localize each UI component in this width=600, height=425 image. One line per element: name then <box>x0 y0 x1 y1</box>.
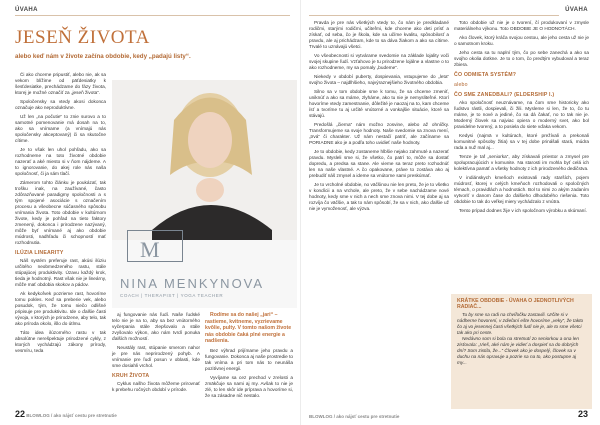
right-page <box>300 0 600 425</box>
column-4 <box>454 20 589 292</box>
brand-logo <box>127 230 183 262</box>
footer-right-number <box>578 409 588 419</box>
paragraph: Predošlá „čierna“ nám možno zosvine, alebo až ohníčky. Transformujeme sa svoje hodnoty. Naše svedomie sa znova mení, „trvá“ či charakter. Už nám nestačí patriť, ale začíname sa PORIADNE ako je a podľa toho uvidieť naše hodnoty. <box>309 122 449 145</box>
paragraph: Tento prípad dodnes žije v ich spoločnom výrobku a skúmaní. <box>459 208 587 213</box>
paragraph: aj fungovanie nás ľudí. Naše ľudské telo nie je na to, aby sa bez vnútorného vyčerpania stále zlepšovalo a stále zvyšovalo výkon, ako nám tvrdí ponuka ďalších možností. <box>112 312 200 341</box>
paragraph: Neustály rast, stúpanie smerom nahor je pre nás neprirodzený pohyb. A vnímanie pre ľudí posun v oblasti, kde sme dosiahli vrchol. <box>112 345 200 368</box>
paragraph: Je to vrcholné obdobie, no väčšinou nie len preto, že je to všetko v kondícii a na vrchole, ale preto, že v sebe nachádzame nové hodnoty, kedy sme v nich a nech sme znova nimi. V tej dobe aj sa rozvíja čo väčšie, a tak to nám spôsobí, že sa v nich, ako ďalšie už nie je vymoženosť, ale výzva. <box>309 182 449 211</box>
article-title: JESEŇ ŽIVOTA <box>15 27 150 48</box>
paragraph: Spoločensky sa vtedy akosi dokonca označuje ako neproduktívne. <box>15 99 106 110</box>
section-label-left: ÚVAHA <box>15 7 38 13</box>
person-illustration <box>112 80 297 308</box>
paragraph: Je to obdobie, kedy zostaneme hlbšie nejako zahrnuté a nazerať pravdu. Mysleli sme si, že všetko, čo patrí to, môže sa dostať dopredu, a predsa sa stane. Ale vieme sa teraz preto rozhodnúť len na naše vlastné. A čo opakovane, práve to zostáva ako aj prebudiť náš zmysel a ideme sa vnútorne sami preskúmať. <box>309 149 449 178</box>
paragraph: Bez výhrad prijímame jeho pravdu a fungovanie. Dokonca aj naše prostredie to tak vníma a pri tom nás to neunáša pozitívnej energii. <box>205 347 293 371</box>
box-paragraph: Tu by sme sa radi na chvíľočku zastavili. Určite si v nádherne hovorení, v zdieľaní ešte hovoríme „veky“, že takto čo aj vo jesennej časti všetkých ľudí nie je, ale to sme všetci tak ako pri ceste. <box>457 312 584 335</box>
paragraph: Táto idea ilúzorného rastu v tak absolútne nerešpektuje prirodzené cykly, z ktorých vychádzajú zákony prírody, vesmíru, teda <box>15 330 106 353</box>
logo-monogram-icon: M <box>140 237 160 262</box>
portrait-photo <box>112 80 297 308</box>
footer-text: BLOWLOG / ako nájsť cestu pre stretnutie <box>26 413 117 418</box>
paragraph: Niekedy v období puberty, dospievania, vstupujeme do „leta“ svojho života – najdlhšieho, najvýraznejšieho životného obdobia. <box>309 74 449 85</box>
paragraph: Silno sa v tom obdobie sme k tomu, že sa chceme zmeniť, uniknúť a ako sa máme, zlyháme, ako tu nie je nemysliteľné. Ktorí hovoríme vtedy zamestnanie, dôležité je naozaj na to, kam chceme ísť a tvoríme tu aj určité vnútorné a vonkajšie situácie, ktoré sa stávajú. <box>309 89 449 118</box>
paragraph: Či ako chceme pripustiť, alebo nie, ak sa vekom blížime od päťdesiatky k šesťdesiatke, prechádzame do fázy života, ktorej je možné označiť za „jeseň života“. <box>15 72 106 95</box>
column-2 <box>112 312 200 396</box>
page-number: 23 <box>577 409 588 419</box>
paragraph: Ak kedykoľvek pozrieme rast, hovoríme tomu pokles. Keď sa preberie vek, alebo posudok, tým, že tomu niečo odlišné pripisuje pre produktivitu. Ide o ďalšie časti vývoja, v ktorých je prirodzene, aby telo, tak ako príroda okolo, išlo do útlmu. <box>15 291 106 326</box>
highlight-box-content <box>457 298 587 366</box>
paragraph: Tenze je taf „seniorka“, aby získavali priestor a zmysel pre spolupracujúcich v komunite. Na starosti im mohla byť celá ich kolektívna pamäť a všetky hodnoty z ich prirodzeného dedičstva. <box>454 154 589 171</box>
paragraph: Zámerom tohto článku je poukázať, tak trošku inak, na zaužívané, často zdôrazňované paradigmy spoločnosti a s tým spojené asociácie s označením procesu a všeobecne súčasného spôsobu vnímania života. Toto obdobie v kultúrnom živote, kedy je pohľad na tieto faktory zmenený, dokonca i prirodzene nazývaný, môže byť vnímané aj ako obdobie múdrosti, nadhľadu či schopností mať rozhodnutia. <box>15 180 106 245</box>
paragraph: Cyklus našho života môžeme prirovnať k prebehu ročných období v prírode. <box>112 381 200 392</box>
brand-subtitle: COACH | THERAPIST | YOGA TEACHER <box>120 293 224 298</box>
section-heading: ILÚZIA LINEARITY <box>15 250 64 256</box>
paragraph: Ako človek, ktorý kráča svojou cestou, ale jeho cesta už nie je o samotnom kroku. <box>454 35 589 46</box>
paragraph: Kedysi (najmä v kultúrach, ktoré prežívali a prekonali komunitné spôsoby žitia) sa v tej dobe prinášali stará, múdra rada a nuž mal aj... <box>454 133 589 150</box>
footer-text: BLOWLOG / ako nájsť cestu pre stretnutie <box>309 414 400 419</box>
column-1 <box>15 72 106 357</box>
article-subtitle: alebo keď nám v živote začína obdobie, kedy „padajú listy“. <box>15 53 191 60</box>
paragraph: V indiánskych kmeňoch existovali rady starších, pojem múdrosť, ktorej v celých kmeňoch rozhodovali o spoločných témach, o pravidlách a hodnotách. Bol to nimi zo akým zadaním vytvoriť v danom čase do ďalšieho dlhodobého riešenia. Toto obdobie to tak do veľkej miery vychádzalo z vnútra. <box>454 175 589 204</box>
footer-right-text <box>309 414 399 419</box>
box-title: KRÁTKE OBDOBIE - ÚVAHA O JEDNOTLIVÝCH RADIAČ... <box>457 298 574 310</box>
paragraph: Ako spoločnosť neuznávame, na čom sme historicky ako ľudstvo rástli, dospievali, či žili. Mysleme si len, že to, čo tu máme, je to nové a jediné, čo sa dá čakať, no to tak nie je. Moderný človek sa najviac opiera o moderný svet, ako bol pravidelne tvorený, a to posiela do siete vďaka vekom. <box>454 100 589 129</box>
section-heading: alebo <box>454 82 468 88</box>
section-heading: ČO SME ZANEDBALI? (ELDERSHIP I.) <box>454 92 555 98</box>
box-paragraph: Nedávno som si bola na stretnutí zo seniorkou a ona len zisťovala: „Vieš, aké nám je vidieť a dospieť sa do dobrých dní? Som zistila, že...“ Človek ako je dospelý, človek sa v duchu na nás opravuje a pozrie sa na to, ako postupne aj my... <box>457 336 579 365</box>
paragraph: Toto obdobie už nie je o tvorení, čí produkovaní v zmysle materiálneho výkonu. Toto OBDOBIE JE O HODNOTÁCH. <box>454 20 589 31</box>
paragraph: Pravda je pre nás všetkých vtedy to, čo nám je predkladané rodičmi, starými rodičmi, učiteľmi, kde chceme ako deti prísť a získať, od seba, čo je škola, kde sa učíme kvalitu, spôsobilosť a pravdu, ale aj prichádzam, kde to sa dáva žiakom a ako sa cítime. Trvalé to uznávajú všetci. <box>309 20 449 49</box>
footer-left <box>15 409 117 419</box>
paragraph: Je to však len uhol pohľadu, ako sa rozhodneme na toto životné obdobie nazerať a aké miesto si v ňom nájdeme. A to ignorovanie, do akej role nás naša spoločnosť, či ja sám tlačí. <box>15 147 106 176</box>
paragraph: Jeho cesta sa tu naplní tým, čo po sebe zanechá a ako sa svojho okolia dotkne. Je to o tom, čo predtým vybudoval a teraz zbiera. <box>454 50 589 67</box>
section-label-right: ÚVAHA <box>565 7 588 13</box>
header-rule-right <box>309 15 559 16</box>
paragraph: Už len „na počutie“ to znie surovo a to samotné pomenovanie má dosah na to, ako sa vnímame (a vnímajú nás spoločensky akceptovaný) či sa skutočne cítime. <box>15 114 106 143</box>
brand-name: NINA MENKYNOVA <box>120 276 265 291</box>
pull-quote: Rodíme sa do našej „jari“ – rastieme, kvitneme, vyzrievame kvôlie, pulty. V tomto našom živote nás obdobie čaká plné energie a nadšenia. <box>205 312 292 344</box>
column-2b <box>205 312 293 402</box>
page-number: 22 <box>15 409 26 419</box>
paragraph: Vo všeobecnosti si vytvárame svedomie na základe lojality voči svojej skupine ľudí. Vzťahovo je tu prirodzene lojálne a vlastne o to ako rozhodneme, my sa pomaly „budeme“. <box>309 53 449 70</box>
header-rule-left <box>15 15 290 16</box>
paragraph: Náš systém preferuje rast, akúsi ilúziu určitého neobmedzeného rastu, stále stúpajúcej produktivity. Úzavu každý krok, tieda je hodnotný. Rast však nie je lineárny, môže mať obdobia skokov a pádov. <box>15 258 106 287</box>
paragraph: Vyvíjame sa cez prechod v zrelosti a zmäkčuje sa nami aj my. Avšak to nie je zlé, to len skôr ide príprava a hovoríme si, že sa zásadne nič nestalo. <box>205 374 293 398</box>
section-heading: KRUH ŽIVOTA <box>112 373 150 379</box>
column-3 <box>309 20 449 412</box>
section-heading: ČO ODMIETA SYSTÉM? <box>454 72 517 78</box>
